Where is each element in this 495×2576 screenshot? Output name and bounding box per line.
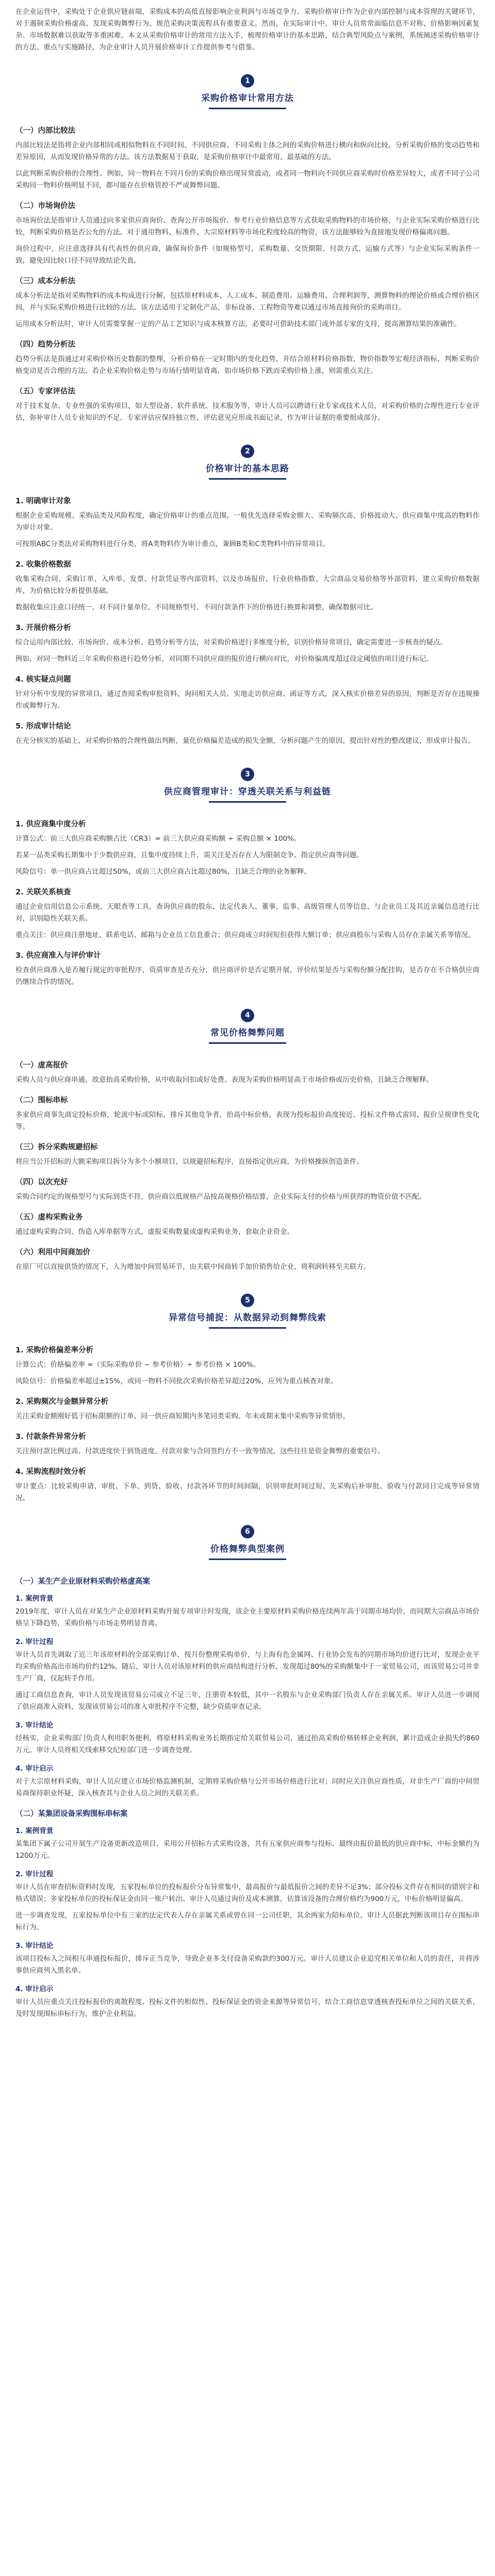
body-paragraph: 若某一品类采购长期集中于少数供应商，且集中度持续上升，需关注是否存在人为限制竞争、指定供应商等问题。 (15, 851, 364, 859)
body-paragraph: 以此判断采购价格的合理性。例如，同一物料在不同月份的采购价格出现异常波动，或者同一物料向不同供应商采购时价格差异较大，或者不同子公司采购同一物料价格明显不同，都可能存在价格管控不严或舞弊问题。 (15, 170, 480, 190)
subsection-heading: 4. 核实疑点问题 (15, 675, 71, 684)
body-paragraph: 运用成本分析法时，审计人员需要掌握一定的产品工艺知识与成本核算方法，必要时可借助技术部门或外部专家的支持，提高测算结果的准确性。 (15, 320, 461, 328)
body-paragraph: 经核实，企业采购部门负责人利用职务便利，将原材料采购业务长期指定给关联贸易公司，通过抬高采购价格转移企业利润，累计造成企业损失约860万元。审计人员将相关线索移交纪检部门进一步调查处理。 (15, 1734, 480, 1754)
section-header (15, 1525, 480, 1560)
body-paragraph: 审计人员首先调取了近三年该原材料的全部采购订单，按月份整理采购单价，与上海有色金属网、行业协会发布的同期市场均价进行比对，发现企业平均采购价格高出市场均价约12%。随后，审计人员对该原材料的供应商结构进行分析，发现超过80%的采购额集中于一家贸易公司，而该贸易公司并非生产厂商，仅起转手作用。 (15, 1651, 480, 1683)
section-header (15, 74, 480, 109)
section-number-badge: 6 (241, 1525, 254, 1538)
section-title: 异常信号捕捉：从数据异动到舞弊线索 (169, 1313, 326, 1323)
case-subheading: 2. 审计过程 (15, 1638, 54, 1646)
section-title-underline (209, 1042, 286, 1044)
section-title-underline (209, 1558, 286, 1560)
body-paragraph: 可按照ABC分类法对采购物料进行分类，将A类物料作为审计重点，兼顾B类和C类物料中的异常项目。 (15, 540, 330, 548)
section-number-badge: 3 (241, 768, 254, 781)
subsection-heading: 3. 开展价格分析 (15, 624, 71, 632)
body-paragraph: 审计人员在审查招标资料时发现，五家投标单位的投标报价分布异常集中，最高报价与最低报价之间的差异不足3%；部分投标文件存在相同的错别字和格式错误；多家投标单位的投标保证金由同一账户转出。审计人员通过询价及成本测算，估算该设备的合理价格约为900万元，中标价格明显偏高。 (15, 1883, 480, 1903)
section-number-badge: 4 (241, 1009, 254, 1022)
body-paragraph: 审计人员应重点关注投标报价的离散程度、投标文件的相似性、投标保证金的资金来源等异常信号，结合工商信息穿透核查投标单位之间的关联关系，及时发现围标串标行为，维护企业利益。 (15, 1998, 480, 2018)
subsection-heading: （二）围标串标 (15, 1096, 68, 1105)
section-4 (15, 1009, 480, 1273)
section-number-badge: 2 (241, 445, 254, 458)
subsection-heading: （四）以次充好 (15, 1178, 68, 1187)
section-number-badge: 1 (241, 74, 254, 88)
subsection-heading: （二）市场询价法 (15, 202, 75, 210)
body-paragraph: 成本分析法是指对采购物料的成本构成进行分解，包括原材料成本、人工成本、制造费用、运输费用、合理利润等，测算物料的理论价格或合理价格区间，并与实际采购价格进行比较的方法。该方法适用于定制化产品、非标设备、工程物资等难以通过市场直接询价的采购项目。 (15, 292, 480, 312)
body-paragraph: 在原厂可以直接供货的情况下，人为增加中间贸易环节，由关联中间商转手加价销售给企业，将利润转移至关联方。 (15, 1263, 371, 1271)
body-paragraph: 通过虚构采购合同、伪造入库单据等方式，虚报采购数量或虚构采购业务，套取企业资金。 (15, 1228, 294, 1236)
subsection-heading: （五）专家评估法 (15, 387, 75, 396)
body-paragraph: 将应当公开招标的大额采购项目拆分为多个小额项目，以规避招标程序，直接指定供应商，为价格操纵创造条件。 (15, 1158, 364, 1166)
section-3 (15, 768, 480, 988)
subsection-heading: 2. 采购频次与金额异常分析 (15, 1398, 109, 1406)
section-title-underline (209, 108, 286, 109)
body-paragraph: 审计要点：比较采购申请、审批、下单、到货、验收、付款各环节的时间间隔，识别审批时间过短、先采购后补审批、验收与付款同日完成等异常情况。 (15, 1482, 480, 1502)
body-paragraph: 计算公式：前三大供应商采购额占比（CR3）= 前三大供应商采购额 ÷ 采购总额 × 100%。 (15, 835, 301, 843)
subsection-heading: 5. 形成审计结论 (15, 722, 71, 731)
body-paragraph: 趋势分析法是指通过对采购价格历史数据的整理，分析价格在一定时期内的变化趋势，并结合原材料价格指数、物价指数等宏观经济指标，判断采购价格变动是否合理的方法。若企业采购价格走势与市场行情明显背离，如市场价格下跌而采购价格上涨，则需重点关注。 (15, 355, 480, 375)
section-title-underline (209, 801, 286, 803)
section-number-badge: 5 (241, 1294, 254, 1307)
body-paragraph: 采购合同约定的规格型号与实际到货不符，供应商以低规格产品按高规格价格结算，企业实际支付的价格与所获得的物资价值不匹配。 (15, 1193, 426, 1201)
section-title: 价格舞弊典型案例 (210, 1544, 285, 1554)
body-paragraph: 通过工商信息查询，审计人员发现该贸易公司成立不足三年，注册资本较低，其中一名股东与企业采购部门负责人存在亲属关系。审计人员进一步调阅了供应商准入资料，发现该贸易公司的准入审批程序不完整，缺少资质审查记录。 (15, 1691, 480, 1711)
case-heading: （一）某生产企业原材料采购价格虚高案 (15, 1578, 150, 1586)
body-paragraph: 对于大宗原材料采购，审计人员应建立市场价格监测机制，定期将采购价格与公开市场价格进行比对；同时应关注供应商性质，对非生产厂商的中间贸易商保持职业怀疑，深入核查其与企业人员之间的关联关系。 (15, 1777, 480, 1798)
case-subheading: 2. 审计过程 (15, 1870, 54, 1878)
section-2 (15, 445, 480, 747)
body-paragraph: 采购人员与供应商串通，故意抬高采购价格，从中收取回扣或好处费。表现为采购价格明显高于市场价格或历史价格，且缺乏合理解释。 (15, 1076, 433, 1084)
body-paragraph: 市场询价法是指审计人员通过向多家供应商询价、查询公开市场报价、参考行业价格信息等方式获取采购物料的市场价格，与企业实际采购价格进行比较，判断采购价格是否公允的方法。对于通用物料、标准件、大宗原材料等市场化程度较高的物资，该方法能够较为直接地发现价格偏离问题。 (15, 216, 480, 236)
section-title: 采购价格审计常用方法 (201, 93, 294, 104)
subsection-heading: 3. 付款条件异常分析 (15, 1433, 86, 1441)
subsection-heading: （一）内部比较法 (15, 127, 75, 135)
subsection-heading: （四）趋势分析法 (15, 341, 75, 349)
case-subheading: 1. 案例背景 (15, 1595, 54, 1603)
body-paragraph: 收集采购合同、采购订单、入库单、发票、付款凭证等内部资料，以及市场报价、行业价格指数、大宗商品交易价格等外部资料，建立采购价格数据库，为价格比较分析提供基础。 (15, 575, 480, 595)
subsection-heading: （五）虚构采购业务 (15, 1213, 83, 1222)
section-header (15, 1294, 480, 1329)
case-heading: （二）某集团设备采购围标串标案 (15, 1810, 128, 1818)
subsection-heading: （三）成本分析法 (15, 277, 75, 285)
section-6 (15, 1525, 480, 2020)
body-paragraph: 综合运用内部比较、市场询价、成本分析、趋势分析等方法，对采购价格进行多维度分析，识别价格异常项目，确定需要进一步核查的疑点。 (15, 638, 447, 647)
section-header (15, 768, 480, 803)
intro-paragraph: 在企业运营中，采购处于企业供应链前端，采购成本的高低直接影响企业利润与市场竞争力。采购价格审计作为企业内部控制与成本管理的关键环节，对于遏制采购价格虚高、发现采购舞弊行为、规范采购决策流程具有重要意义。然而，在实际审计中，审计人员常常面临信息不对称、价格影响因素复杂、市场数据难以获取等多重困难。本文从采购价格审计的常用方法入手，梳理价格审计的基本思路，结合典型风险点与案例，系统阐述采购价格审计的方法、重点与实施路径，为企业审计人员开展价格审计工作提供参考与借鉴。 (15, 8, 480, 52)
body-paragraph: 风险信号：价格偏差率超过±15%，或同一物料不同批次采购价格差异超过20%，应列为重点核查对象。 (15, 1377, 338, 1385)
subsection-heading: 2. 收集价格数据 (15, 561, 71, 569)
body-paragraph: 风险信号：单一供应商占比超过50%，或前三大供应商占比超过80%，且缺乏合理的业务解释。 (15, 868, 311, 876)
section-5 (15, 1294, 480, 1504)
section-title-underline (209, 1327, 286, 1329)
body-paragraph: 检查供应商准入是否履行规定的审批程序，资质审查是否充分，供应商评价是否定期开展，评价结果是否与采购份额分配挂钩，是否存在不合格供应商仍继续合作的情况。 (15, 966, 480, 986)
body-paragraph: 根据企业采购规模、采购品类及风险程度，确定价格审计的重点范围。一般优先选择采购金额大、采购频次高、价格波动大、供应商集中度高的物料作为审计对象。 (15, 512, 480, 532)
subsection-heading: 1. 供应商集中度分析 (15, 820, 86, 828)
body-paragraph: 内部比较法是指将企业内部相同或相似物料在不同时间、不同供应商、不同采购主体之间的采购价格进行横向和纵向比较，分析采购价格的变动趋势和差异原因，从而发现价格异常的方法。该方法数据易于获取，是采购价格审计中最常用、最基础的方法。 (15, 141, 480, 161)
subsection-heading: 3. 供应商准入与评价审计 (15, 952, 101, 960)
section-title: 价格审计的基本思路 (206, 464, 289, 474)
body-paragraph: 多家供应商事先商定投标价格，轮流中标或陪标，排斥其他竞争者，抬高中标价格。表现为投标报价高度接近、投标文件格式雷同、报价呈规律性变化等。 (15, 1111, 480, 1131)
body-paragraph: 关注采购金额刚好低于招标限额的订单、同一供应商短期内多笔同类采购、年末或期末集中采购等异常情形。 (15, 1412, 350, 1420)
section-header (15, 445, 480, 480)
body-paragraph: 进一步调查发现，五家投标单位中有三家的法定代表人存在亲属关系或曾在同一公司任职，其余两家为陪标单位。审计人员据此判断该项目存在围标串标行为。 (15, 1911, 480, 1931)
body-paragraph: 计算公式：价格偏差率 =（实际采购单价 − 参考价格）÷ 参考价格 × 100%。 (15, 1361, 260, 1369)
subsection-heading: （一）虚高报价 (15, 1061, 68, 1070)
case-subheading: 3. 审计结论 (15, 1942, 54, 1950)
sections-container (15, 74, 480, 2020)
body-paragraph: 通过企业信用信息公示系统、天眼查等工具，查询供应商的股东、法定代表人、董事、监事、高级管理人员等信息，与企业员工及其近亲属信息进行比对，识别隐性关联关系。 (15, 903, 480, 923)
subsection-heading: 1. 明确审计对象 (15, 497, 71, 505)
case-subheading: 1. 案例背景 (15, 1827, 54, 1835)
body-paragraph: 在充分核实的基础上，对采购价格的合理性做出判断，量化价格偏差造成的损失金额，分析问题产生的原因，提出针对性的整改建议，形成审计报告。 (15, 737, 475, 745)
body-paragraph: 例如，对同一物料近三年采购价格进行趋势分析，对同期不同供应商的报价进行横向对比，对价格偏离度超过设定阈值的项目进行标记。 (15, 655, 433, 663)
section-title: 供应商管理审计：穿透关联关系与利益链 (164, 787, 331, 797)
body-paragraph: 该项目投标人之间相互串通投标报价，排斥正当竞争，导致企业多支付设备采购款约300万元。审计人员建议企业追究相关单位和人员的责任，并将涉事供应商列入黑名单。 (15, 1955, 480, 1975)
subsection-heading: 1. 采购价格偏差率分析 (15, 1346, 94, 1354)
subsection-heading: 2. 关联关系核查 (15, 888, 71, 896)
body-paragraph: 对于技术复杂、专业性强的采购项目，如大型设备、软件系统、技术服务等，审计人员可以聘请行业专家或技术人员，对采购价格的合理性进行专业评估，弥补审计人员专业知识的不足。专家评估应保持独立性，评估意见应形成书面记录，作为审计证据的重要组成部分。 (15, 402, 480, 422)
section-1 (15, 74, 480, 424)
case-subheading: 3. 审计结论 (15, 1721, 54, 1730)
body-paragraph: 询价过程中，应注意选择具有代表性的供应商，确保询价条件（如规格型号、采购数量、交货期限、付款方式、运输方式等）与企业实际采购条件一致，避免因比较口径不同导致结论失真。 (15, 245, 480, 265)
section-title: 常见价格舞弊问题 (210, 1028, 285, 1038)
subsection-heading: 4. 采购流程时效分析 (15, 1468, 86, 1476)
case-subheading: 4. 审计启示 (15, 1985, 54, 1993)
subsection-heading: （六）利用中间商加价 (15, 1248, 90, 1257)
case-subheading: 4. 审计启示 (15, 1765, 54, 1773)
body-paragraph: 2019年度，审计人员在对某生产企业原材料采购开展专项审计时发现，该企业主要原材料采购价格连续两年高于同期市场均价，而同期大宗商品市场价格呈下降趋势，采购价格与市场走势明显背离。 (15, 1607, 480, 1628)
body-paragraph: 数据收集应注意口径统一，对不同计量单位、不同规格型号、不同付款条件下的价格进行换算和调整，确保数据可比。 (15, 603, 377, 612)
body-paragraph: 关注预付款比例过高、付款进度快于到货进度、付款对象与合同签约方不一致等情况，这些往往是资金舞弊的重要信号。 (15, 1447, 385, 1455)
subsection-heading: （三）拆分采购规避招标 (15, 1143, 98, 1151)
body-paragraph: 重点关注：供应商注册地址、联系电话、邮箱与企业员工信息重合；供应商成立时间短但获得大额订单；供应商股东与采购人员存在亲属关系等情况。 (15, 931, 475, 939)
section-title-underline (209, 478, 286, 480)
body-paragraph: 针对分析中发现的异常项目，通过查阅采购审批资料、询问相关人员、实地走访供应商、函证等方式，深入核实价格差异的原因，判断是否存在违规操作或舞弊行为。 (15, 690, 480, 710)
section-header (15, 1009, 480, 1044)
body-paragraph: 某集团下属子公司开展生产设备更新改造项目，采用公开招标方式采购设备，共有五家供应商参与投标，最终由报价最低的供应商中标，中标金额约为1200万元。 (15, 1840, 480, 1860)
